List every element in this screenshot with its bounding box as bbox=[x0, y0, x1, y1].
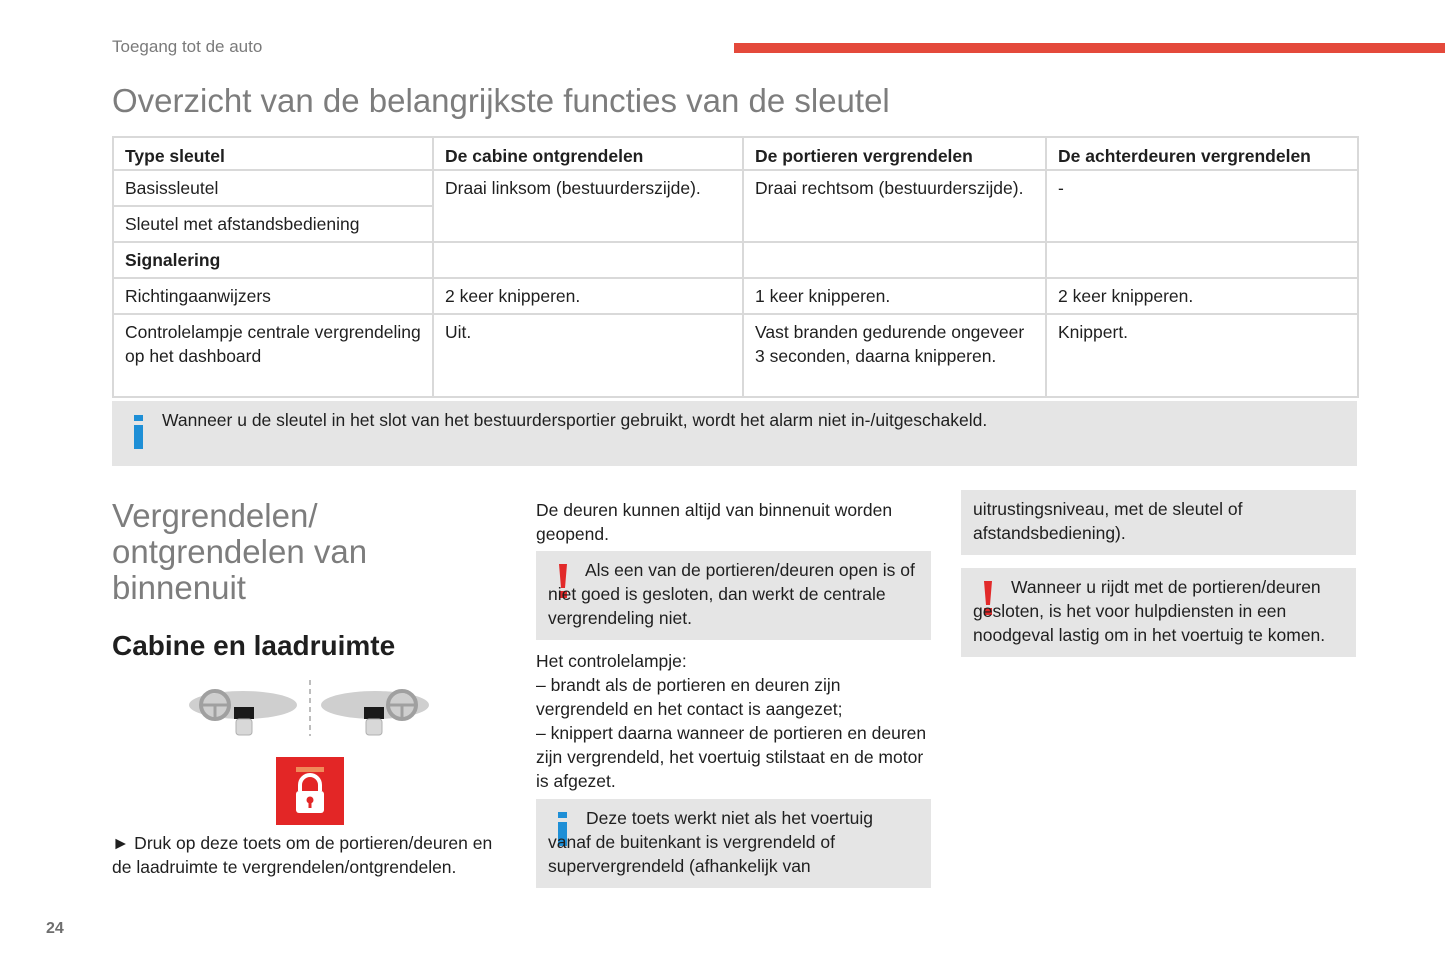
table-row bbox=[113, 242, 1358, 278]
table-cell: Knippert. bbox=[1046, 314, 1358, 397]
section-subheading: Cabine en laadruimte bbox=[112, 630, 396, 661]
info-note-text: Deze toets werkt niet als het voertuig vanaf de buitenkant is vergrendeld of supervergrendeld (afhankelijk van bbox=[548, 808, 873, 876]
table-cell: 2 keer knipperen. bbox=[433, 278, 743, 314]
warning-note-text: Wanneer u rijdt met de portieren/deuren gesloten, is het voor hulpdiensten in een noodgeval lastig om in het voertuig te komen. bbox=[973, 577, 1326, 645]
table-row bbox=[113, 170, 1358, 206]
table-cell: 2 keer knipperen. bbox=[1046, 278, 1358, 314]
table-cell: Basissleutel bbox=[113, 170, 433, 206]
lock-button-icon bbox=[276, 757, 344, 825]
info-note-text: Wanneer u de sleutel in het slot van het bestuurdersportier gebruikt, wordt het alarm niet in-/uitgeschakeld. bbox=[162, 410, 988, 430]
table-cell: Controlelampje centrale vergrendeling op het dashboard bbox=[113, 314, 433, 397]
info-note-outside bbox=[536, 799, 931, 888]
table-cell: Sleutel met afstandsbediening bbox=[113, 206, 433, 242]
table-header-cell: Type sleutel bbox=[113, 137, 433, 170]
header-accent-bar bbox=[734, 43, 1445, 53]
table-cell: - bbox=[1046, 170, 1358, 242]
table-cell: Signalering bbox=[113, 242, 433, 278]
lamp-intro: Het controlelampje: bbox=[536, 651, 687, 671]
info-note-alarm bbox=[112, 401, 1357, 466]
table-cell: Draai rechtsom (bestuurderszijde). bbox=[743, 170, 1046, 242]
cabin-illustration bbox=[188, 680, 433, 742]
info-note-text: uitrustingsniveau, met de sleutel of afstandsbediening). bbox=[973, 499, 1243, 543]
lamp-item: – brandt als de portieren en deuren zijn vergrendeld en het contact is aangezet; bbox=[536, 675, 843, 719]
table-cell: Uit. bbox=[433, 314, 743, 397]
section-title: Vergrendelen/ ontgrendelen van binnenuit bbox=[112, 497, 368, 606]
warning-note-driving bbox=[961, 568, 1356, 657]
warning-note-text: Als een van de portieren/deuren open is of niet goed is gesloten, dan werkt de centrale vergrendeling niet. bbox=[548, 560, 915, 628]
table-header-cell: De cabine ontgrendelen bbox=[433, 137, 743, 170]
table-row bbox=[113, 278, 1358, 314]
info-icon bbox=[134, 415, 143, 449]
table-header-cell: De achterdeuren vergrendelen bbox=[1046, 137, 1358, 170]
section-label: Toegang tot de auto bbox=[112, 37, 263, 56]
intro-text: De deuren kunnen altijd van binnenuit worden geopend. bbox=[536, 500, 893, 544]
table-cell: Vast branden gedurende ongeveer 3 seconden, daarna knipperen. bbox=[743, 314, 1046, 397]
table-cell bbox=[433, 242, 743, 278]
table-header-cell: De portieren vergrendelen bbox=[743, 137, 1046, 170]
table-cell: Draai linksom (bestuurderszijde). bbox=[433, 170, 743, 242]
table-row bbox=[113, 314, 1358, 397]
info-note-continued bbox=[961, 490, 1356, 555]
page-number: 24 bbox=[46, 920, 64, 937]
table-cell bbox=[743, 242, 1046, 278]
table-cell: 1 keer knipperen. bbox=[743, 278, 1046, 314]
warning-note-open bbox=[536, 551, 931, 640]
key-functions-table bbox=[112, 136, 1359, 398]
table-header-row bbox=[113, 137, 1358, 170]
table-cell bbox=[1046, 242, 1358, 278]
page-title: Overzicht van de belangrijkste functies van de sleutel bbox=[112, 82, 890, 119]
table-cell: Richtingaanwijzers bbox=[113, 278, 433, 314]
press-instruction: ► Druk op deze toets om de portieren/deuren en de laadruimte te vergrendelen/ontgrendelen. bbox=[112, 833, 493, 877]
lamp-item: – knippert daarna wanneer de portieren en deuren zijn vergrendeld, het voertuig stilstaat en de motor is afgezet. bbox=[536, 723, 927, 791]
